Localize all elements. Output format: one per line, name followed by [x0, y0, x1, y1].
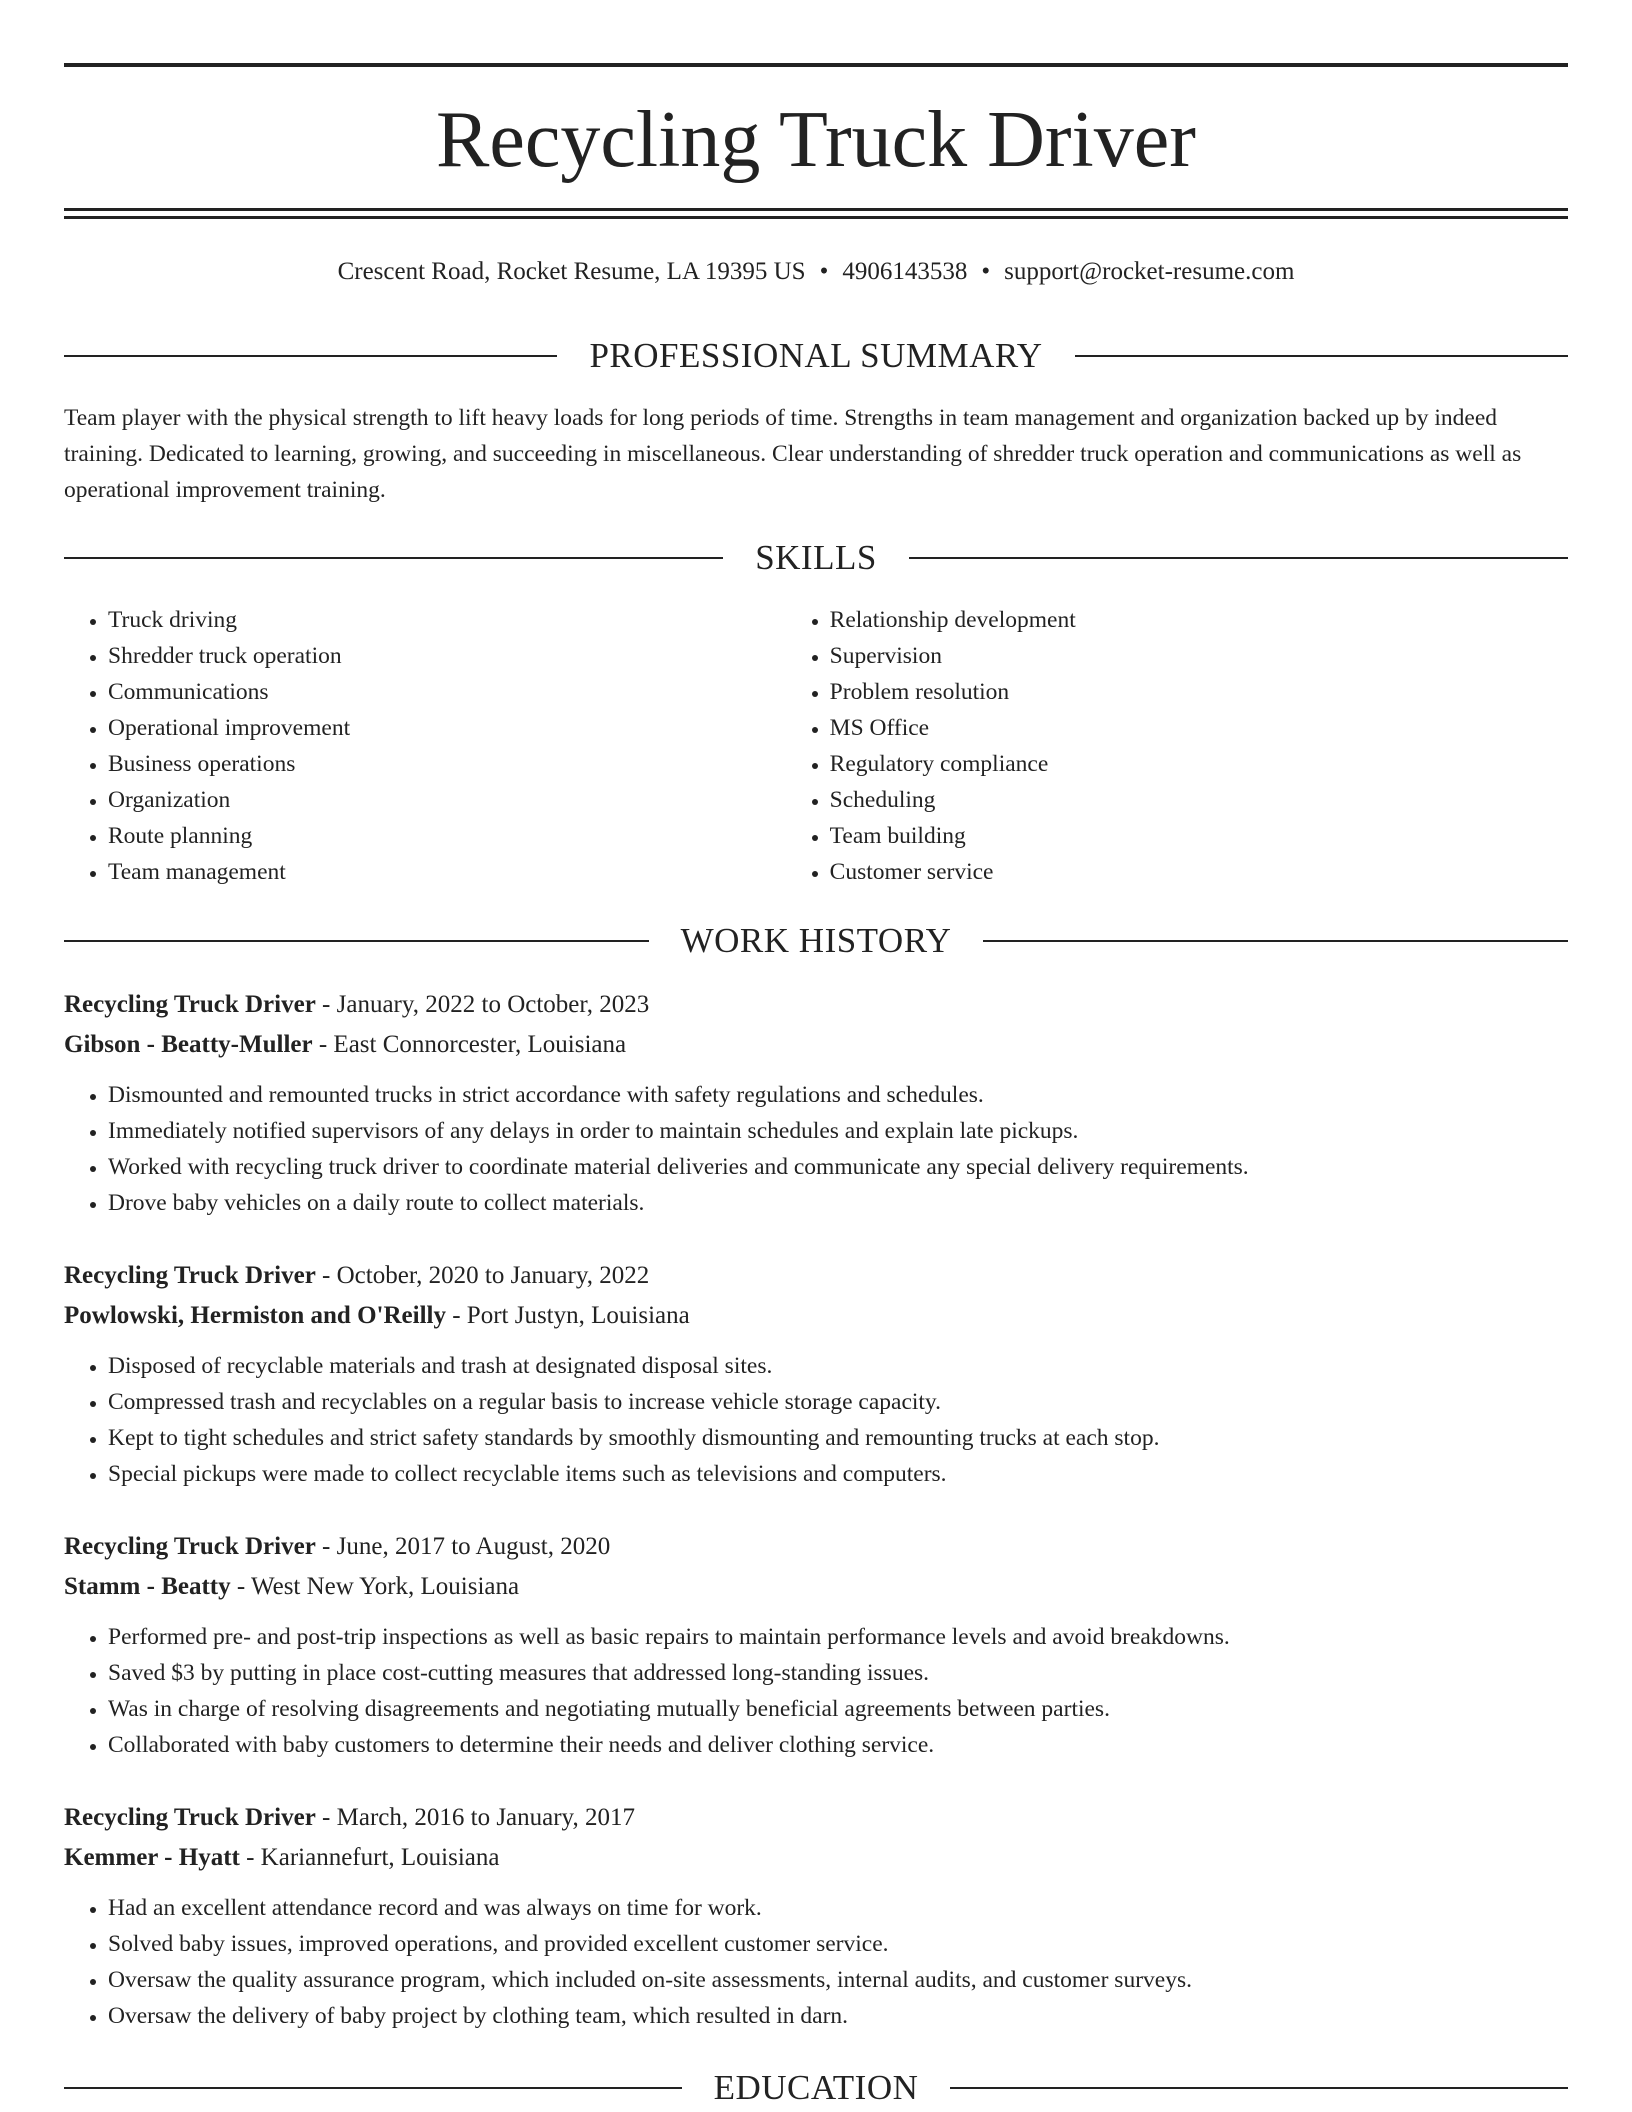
job-title: Recycling Truck Driver [64, 991, 316, 1018]
job-bullet: • Saved $3 by putting in place cost-cutting measures that addressed long-standing issues. [108, 1655, 1568, 1691]
job-bullets [64, 1619, 1568, 1763]
job-bullet: • Had an excellent attendance record and was always on time for work. [108, 1890, 1568, 1926]
skill-item: • MS Office [830, 710, 1568, 746]
job-bullet: • Worked with recycling truck driver to coordinate material deliveries and communicate any special delivery requirements. [108, 1149, 1568, 1185]
job-entry [64, 985, 1568, 1221]
job-entry [64, 1527, 1568, 1763]
skill-item: • Team building [830, 818, 1568, 854]
skill-item: • Regulatory compliance [830, 746, 1568, 782]
job-dates: - October, 2020 to January, 2022 [315, 1262, 650, 1289]
job-company-line [64, 1025, 1568, 1065]
skill-item: • Business operations [108, 746, 742, 782]
job-company-line [64, 1567, 1568, 1607]
job-bullet: • Was in charge of resolving disagreements and negotiating mutually beneficial agreements between parties. [108, 1691, 1568, 1727]
job-location: - East Connorcester, Louisiana [312, 1031, 627, 1058]
skill-item: • Communications [108, 674, 742, 710]
section-heading-skills [64, 536, 1568, 580]
job-location: - Port Justyn, Louisiana [445, 1302, 690, 1329]
job-bullet: • Kept to tight schedules and strict safety standards by smoothly dismounting and remounting trucks at each stop. [108, 1420, 1568, 1456]
job-bullet: • Performed pre- and post-trip inspections as well as basic repairs to maintain performance levels and avoid breakdowns. [108, 1619, 1568, 1655]
skill-item: • Route planning [108, 818, 742, 854]
job-bullet: • Collaborated with baby customers to determine their needs and deliver clothing service. [108, 1727, 1568, 1763]
job-company-line [64, 1838, 1568, 1878]
skill-item: • Operational improvement [108, 710, 742, 746]
skill-item: • Problem resolution [830, 674, 1568, 710]
job-company: Powlowski, Hermiston and O'Reilly [64, 1302, 446, 1329]
job-bullets [64, 1077, 1568, 1221]
skills-list [64, 602, 1568, 890]
job-bullet: • Drove baby vehicles on a daily route to collect materials. [108, 1185, 1568, 1221]
contact-address: Crescent Road, Rocket Resume, LA 19395 US [337, 258, 806, 285]
job-title: Recycling Truck Driver [64, 1804, 316, 1831]
job-title: Recycling Truck Driver [64, 1533, 316, 1560]
job-company-line [64, 1296, 1568, 1336]
job-location: - Kariannefurt, Louisiana [239, 1844, 500, 1871]
job-dates: - June, 2017 to August, 2020 [315, 1533, 611, 1560]
skill-item: • Truck driving [108, 602, 742, 638]
job-bullet: • Special pickups were made to collect recyclable items such as televisions and computers. [108, 1456, 1568, 1492]
skill-item: • Shredder truck operation [108, 638, 742, 674]
title-rule-upper [64, 208, 1568, 211]
job-company: Kemmer - Hyatt [64, 1844, 240, 1871]
heading-rule [64, 2087, 682, 2089]
job-entry [64, 1798, 1568, 2034]
job-bullet: • Disposed of recyclable materials and trash at designated disposal sites. [108, 1348, 1568, 1384]
job-title-line [64, 1798, 1568, 1838]
section-title: PROFESSIONAL SUMMARY [589, 336, 1043, 375]
skills-column-right [786, 602, 1568, 890]
section-title: WORK HISTORY [680, 921, 952, 960]
title-rule-lower [64, 216, 1568, 219]
job-bullet: • Dismounted and remounted trucks in strict accordance with safety regulations and schedules. [108, 1077, 1568, 1113]
heading-rule [64, 355, 557, 357]
job-location: - West New York, Louisiana [230, 1573, 520, 1600]
summary-text: Team player with the physical strength to lift heavy loads for long periods of time. Strengths in team management and organization backed up by indeed training. Dedicated to learning, growing, and succeeding in miscellaneous. Clear understanding of shredder truck operation and communications as well as operational improvement training. [64, 405, 1522, 503]
job-title-line [64, 985, 1568, 1025]
job-dates: - March, 2016 to January, 2017 [315, 1804, 635, 1831]
skill-item: • Team management [108, 854, 742, 890]
job-bullet: • Oversaw the quality assurance program, which included on-site assessments, internal audits, and customer surveys. [108, 1962, 1568, 1998]
contact-email[interactable]: support@rocket-resume.com [1004, 258, 1295, 285]
section-heading-summary [64, 334, 1568, 378]
skill-item: • Customer service [830, 854, 1568, 890]
skill-item: • Supervision [830, 638, 1568, 674]
heading-rule [983, 940, 1568, 942]
heading-rule [64, 557, 723, 559]
section-title: EDUCATION [713, 2068, 919, 2107]
job-bullet: • Immediately notified supervisors of any delays in order to maintain schedules and explain late pickups. [108, 1113, 1568, 1149]
heading-rule [909, 557, 1568, 559]
job-bullets [64, 1890, 1568, 2034]
job-title: Recycling Truck Driver [64, 1262, 316, 1289]
skills-column-left [64, 602, 742, 890]
heading-rule [64, 940, 649, 942]
job-company: Gibson - Beatty-Muller [64, 1031, 313, 1058]
contact-separator: • [981, 258, 991, 285]
section-heading-education [64, 2066, 1568, 2110]
heading-rule [950, 2087, 1568, 2089]
skill-item: • Relationship development [830, 602, 1568, 638]
resume-title: Recycling Truck Driver [436, 96, 1196, 184]
section-title: SKILLS [755, 538, 877, 577]
top-rule [64, 63, 1568, 67]
job-company: Stamm - Beatty [64, 1573, 231, 1600]
contact-separator: • [819, 258, 829, 285]
contact-phone: 4906143538 [842, 258, 968, 285]
job-entry [64, 1256, 1568, 1492]
job-title-line [64, 1527, 1568, 1567]
job-title-line [64, 1256, 1568, 1296]
skill-item: • Scheduling [830, 782, 1568, 818]
section-heading-work-history [64, 919, 1568, 963]
job-dates: - January, 2022 to October, 2023 [315, 991, 650, 1018]
job-bullet: • Solved baby issues, improved operations, and provided excellent customer service. [108, 1926, 1568, 1962]
heading-rule [1075, 355, 1568, 357]
job-bullet: • Compressed trash and recyclables on a regular basis to increase vehicle storage capacity. [108, 1384, 1568, 1420]
job-bullets [64, 1348, 1568, 1492]
contact-line [64, 254, 1568, 290]
skill-item: • Organization [108, 782, 742, 818]
job-bullet: • Oversaw the delivery of baby project by clothing team, which resulted in darn. [108, 1998, 1568, 2034]
